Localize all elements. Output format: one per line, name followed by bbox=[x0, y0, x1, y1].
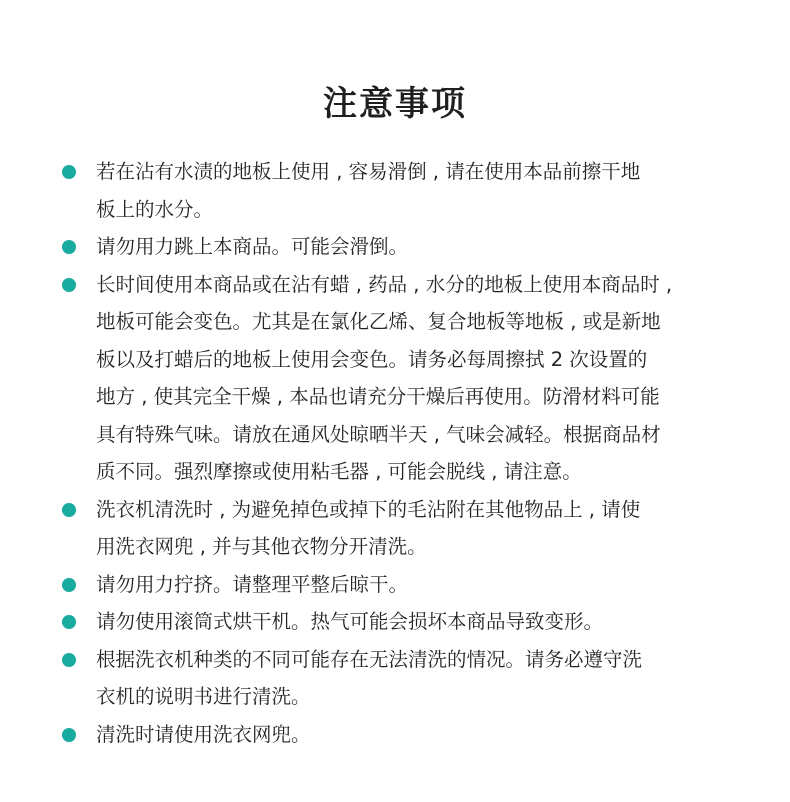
note-text-line: 若在沾有水渍的地板上使用 , 容易滑倒 , 请在使用本品前擦干地 bbox=[96, 160, 641, 183]
note-text-line: 长时间使用本商品或在沾有蜡 , 药品 , 水分的地板上使用本商品时 , bbox=[96, 272, 673, 296]
note-text-line: 地方 , 使其完全干燥 , 本品也请充分干燥后再使用。防滑材料可能 bbox=[96, 385, 660, 408]
note-item bbox=[0, 266, 790, 491]
note-item bbox=[0, 566, 790, 604]
bullet-dot-icon bbox=[62, 165, 76, 179]
note-item bbox=[0, 228, 790, 266]
note-item bbox=[0, 641, 790, 716]
note-item bbox=[0, 153, 790, 228]
note-text-line: 用洗衣网兜 , 并与其他衣物分开清洗。 bbox=[96, 535, 427, 558]
bullet-dot-icon bbox=[62, 503, 76, 517]
bullet-dot-icon bbox=[62, 278, 76, 292]
note-text-line: 请勿用力跳上本商品。可能会滑倒。 bbox=[96, 235, 409, 258]
page-title: 注意事项 bbox=[323, 83, 467, 124]
note-text-line: 地板可能会变色。尤其是在氯化乙烯、复合地板等地板 , 或是新地 bbox=[96, 310, 661, 333]
note-text-line: 质不同。强烈摩擦或使用粘毛器 , 可能会脱线 , 请注意。 bbox=[96, 460, 582, 483]
note-text-line: 请勿使用滚筒式烘干机。热气可能会损坏本商品导致变形。 bbox=[96, 610, 604, 633]
bullet-dot-icon bbox=[62, 615, 76, 629]
note-text-line: 根据洗衣机种类的不同可能存在无法清洗的情况。请务必遵守洗 bbox=[96, 647, 643, 671]
bullet-dot-icon bbox=[62, 653, 76, 667]
bullet-dot-icon bbox=[62, 728, 76, 742]
note-text-line: 具有特殊气味。请放在通风处晾晒半天 , 气味会减轻。根据商品材 bbox=[96, 422, 661, 446]
note-item bbox=[0, 603, 790, 641]
note-text-line: 衣机的说明书进行清洗。 bbox=[96, 685, 311, 708]
note-text-line: 请勿用力拧挤。请整理平整后晾干。 bbox=[96, 572, 409, 596]
note-text-line: 板上的水分。 bbox=[96, 197, 214, 221]
note-text-line: 洗衣机清洗时 , 为避免掉色或掉下的毛沾附在其他物品上 , 请使 bbox=[96, 497, 641, 521]
note-text-line: 板以及打蜡后的地板上使用会变色。请务必每周擦拭 2 次设置的 bbox=[96, 347, 648, 371]
bullet-dot-icon bbox=[62, 240, 76, 254]
notes-list bbox=[0, 153, 790, 753]
note-item bbox=[0, 716, 790, 754]
bullet-dot-icon bbox=[62, 578, 76, 592]
note-item bbox=[0, 491, 790, 566]
note-text-line: 清洗时请使用洗衣网兜。 bbox=[96, 722, 311, 746]
